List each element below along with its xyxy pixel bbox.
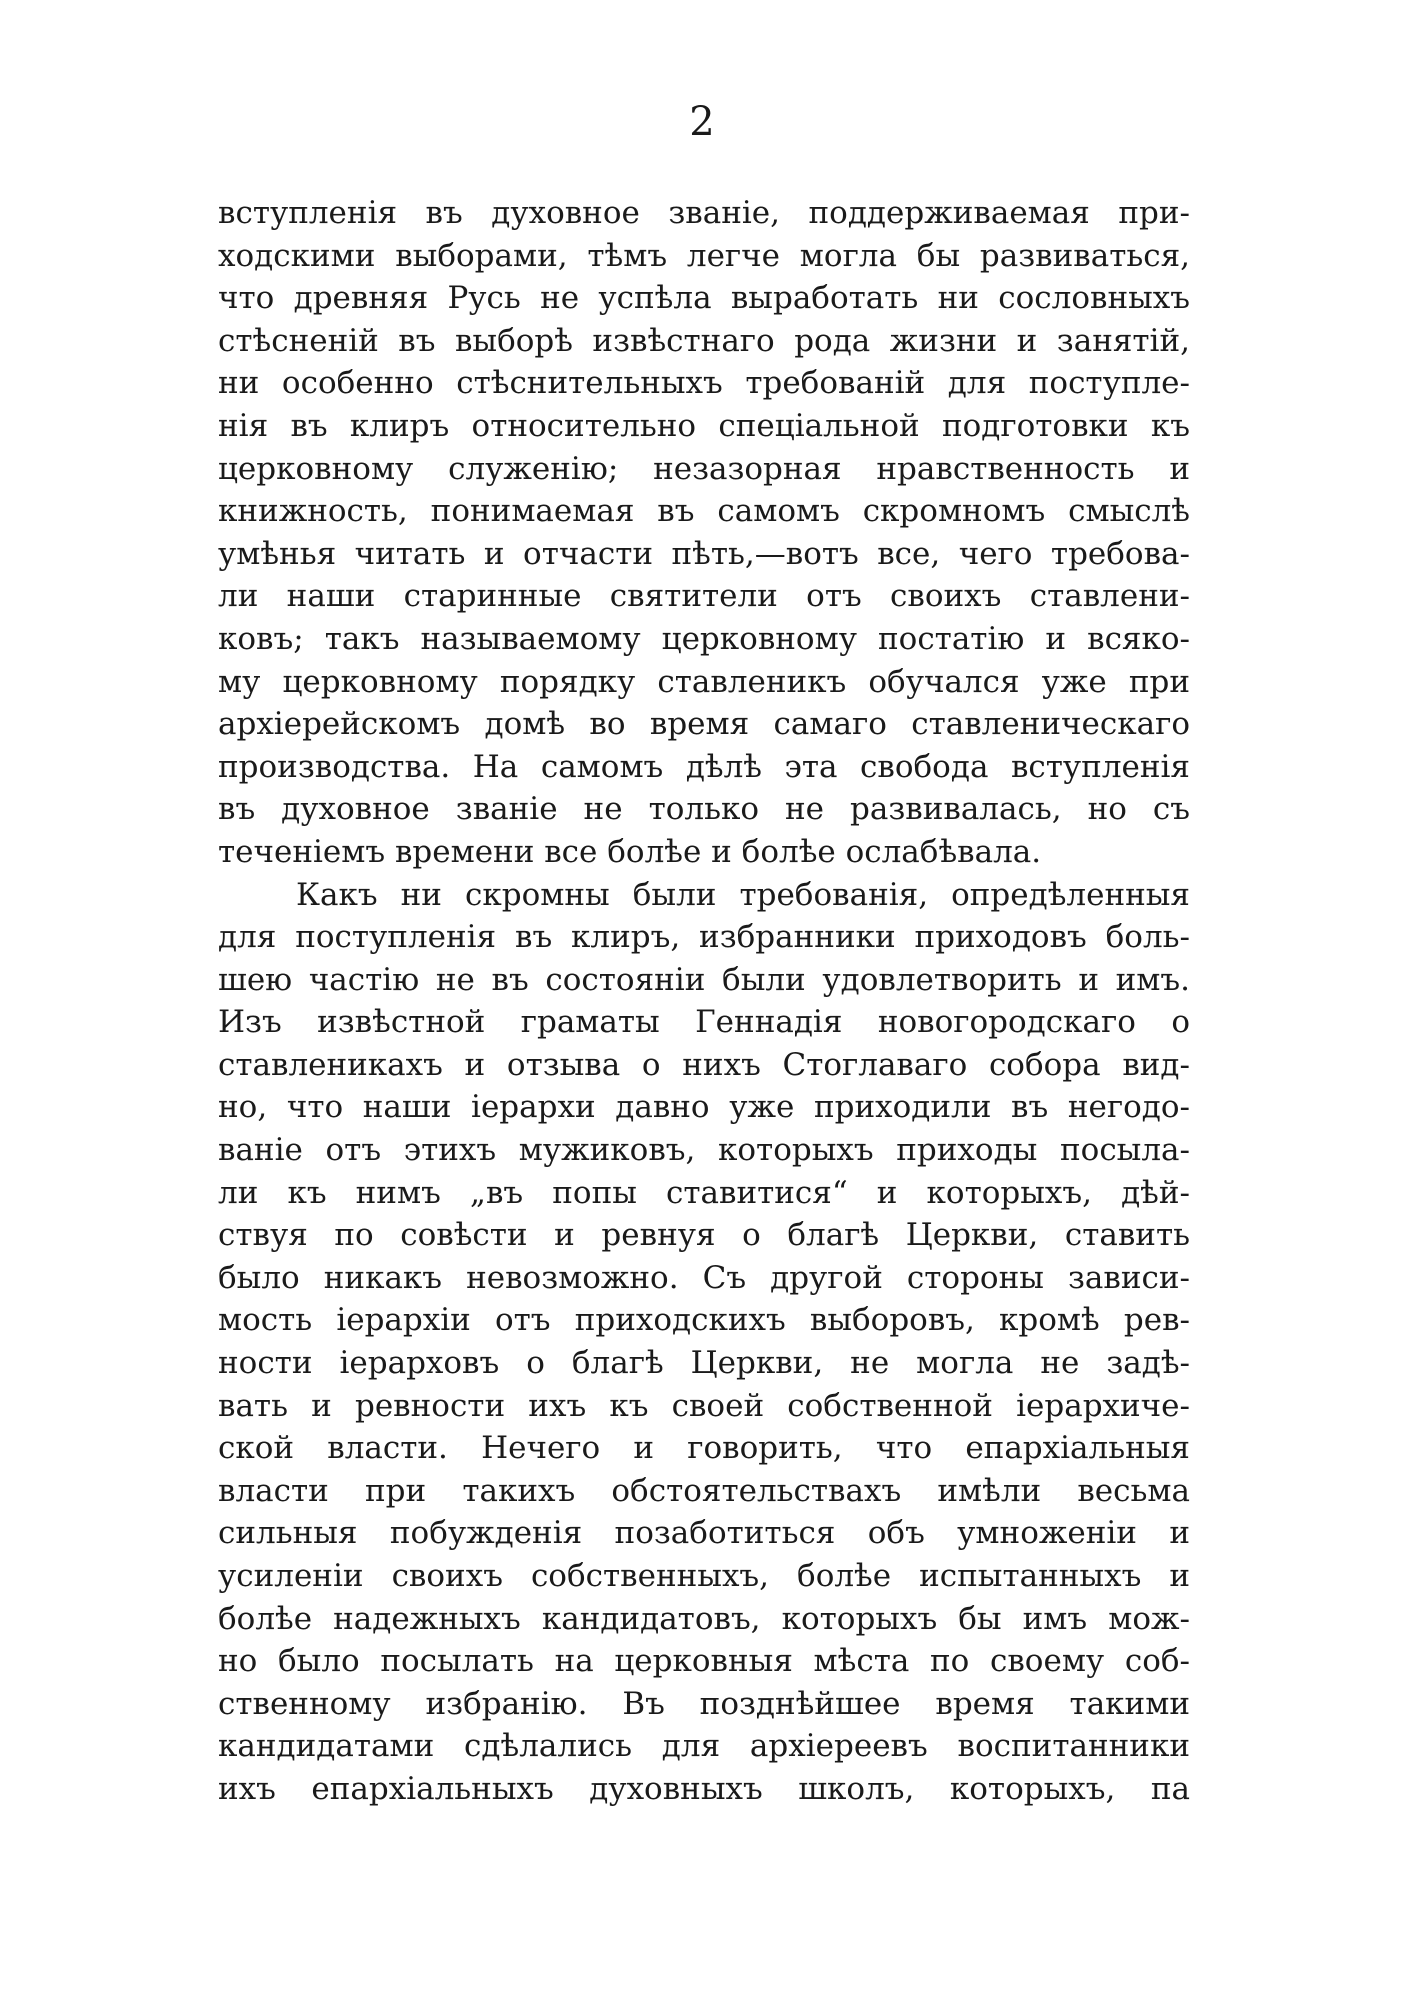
text-line: производства. На самомъ дѣлѣ эта свобода вступленія [218, 748, 1190, 785]
text-line: мость іерархіи отъ приходскихъ выборовъ, кромѣ рев- [218, 1302, 1190, 1339]
text-line: но было посылать на церковныя мѣста по своему соб- [218, 1643, 1190, 1680]
text-line: ственному избранію. Въ позднѣйшее время такими [218, 1685, 1190, 1722]
text-line: кандидатами сдѣлались для архіереевъ воспитанники [218, 1728, 1190, 1765]
text-line: для поступленія въ клиръ, избранники приходовъ боль- [218, 919, 1190, 956]
text-line: ихъ епархіальныхъ духовныхъ школъ, которыхъ, па [218, 1770, 1190, 1807]
text-line: теченіемъ времени все болѣе и болѣе ослабѣвала. [218, 833, 1042, 870]
text-line: но, что наши іерархи давно уже приходили въ негодо- [218, 1089, 1190, 1126]
text-line: Изъ извѣстной граматы Геннадія новогородскаго о [218, 1004, 1190, 1041]
text-line: власти при такихъ обстоятельствахъ имѣли весьма [218, 1472, 1190, 1509]
text-line: ской власти. Нечего и говорить, что епархіальныя [218, 1430, 1190, 1467]
text-line: въ духовное званіе не только не развивалась, но съ [218, 791, 1190, 828]
text-line: ли къ нимъ „въ попы ставитися“ и которыхъ, дѣй- [218, 1174, 1190, 1211]
text-line: сильныя побужденія позаботиться объ умноженіи и [218, 1515, 1190, 1552]
text-line: ставленикахъ и отзыва о нихъ Стоглаваго собора вид- [218, 1046, 1190, 1083]
text-line: что древняя Русь не успѣла выработать ни сословныхъ [218, 280, 1190, 317]
body-text [218, 192, 1190, 1811]
text-line: ни особенно стѣснительныхъ требованій для поступле- [218, 365, 1190, 402]
text-line: вступленія въ духовное званіе, поддерживаемая при- [218, 195, 1190, 231]
text-line: ности іерарховъ о благѣ Церкви, не могла не задѣ- [218, 1345, 1190, 1382]
text-line: умѣнья читать и отчасти пѣть,—вотъ все, чего требова- [218, 535, 1190, 572]
paragraph-first-line: Какъ ни скромны были требованія, опредѣленныя [296, 876, 1190, 913]
text-line: церковному служенію; незазорная нравственность и [218, 450, 1190, 487]
text-line: му церковному порядку ставленикъ обучался уже при [218, 663, 1190, 700]
page-number: 2 [689, 99, 715, 145]
text-line: вать и ревности ихъ къ своей собственной іерархиче- [218, 1387, 1190, 1424]
text-line: болѣе надежныхъ кандидатовъ, которыхъ бы имъ мож- [218, 1600, 1190, 1637]
text-line: нія въ клиръ относительно спеціальной подготовки къ [218, 407, 1190, 444]
text-line: книжность, понимаемая въ самомъ скромномъ смыслѣ [218, 493, 1190, 530]
text-line: усиленіи своихъ собственныхъ, болѣе испытанныхъ и [218, 1558, 1190, 1594]
text-line: было никакъ невозможно. Съ другой стороны зависи- [218, 1259, 1190, 1296]
text-line: архіерейскомъ домѣ во время самаго ставленическаго [218, 706, 1190, 743]
text-line: ствуя по совѣсти и ревнуя о благѣ Церкви, ставить [218, 1217, 1190, 1254]
text-line: ваніе отъ этихъ мужиковъ, которыхъ приходы посыла- [218, 1132, 1190, 1169]
text-line: ковъ; такъ называемому церковному постатію и всяко- [218, 620, 1190, 657]
text-line: ходскими выборами, тѣмъ легче могла бы развиваться, [218, 237, 1190, 274]
text-line: ли наши старинные святители отъ своихъ ставлени- [218, 578, 1190, 615]
text-line: стѣсненій въ выборѣ извѣстнаго рода жизни и занятій, [218, 322, 1190, 359]
text-line: шею частію не въ состояніи были удовлетворить и имъ. [218, 961, 1190, 998]
